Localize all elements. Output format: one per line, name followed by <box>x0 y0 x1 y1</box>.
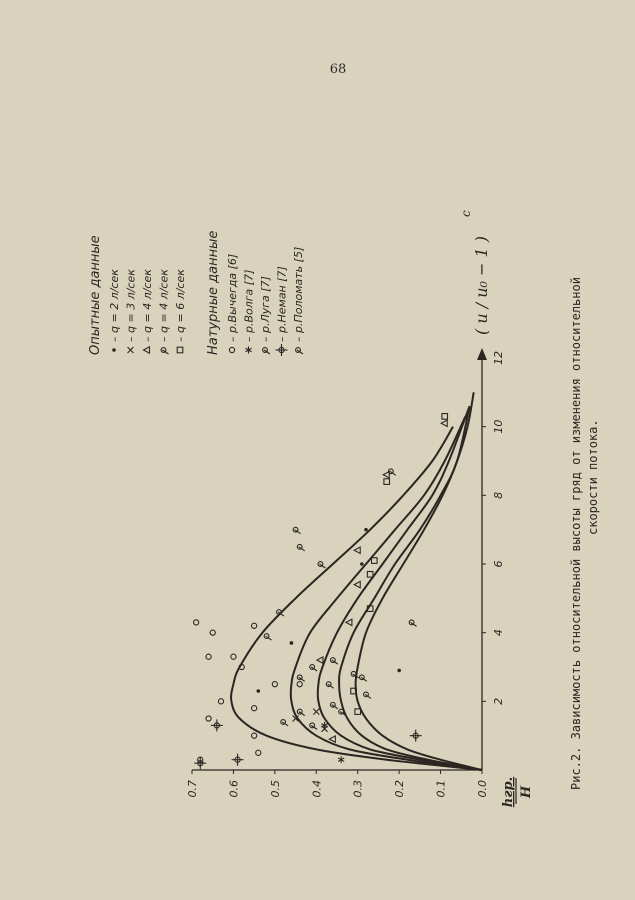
data-point <box>313 709 319 715</box>
data-point <box>206 654 211 659</box>
page-number: 68 <box>329 62 347 77</box>
data-point <box>297 544 304 550</box>
legend-item <box>243 270 256 354</box>
data-point <box>338 756 344 763</box>
x-ticks <box>482 351 505 705</box>
curves <box>231 392 482 770</box>
data-point <box>330 658 337 664</box>
data-point <box>441 420 447 426</box>
y-tick-label: 0.7 <box>186 780 199 798</box>
legend-item <box>276 266 289 356</box>
data-point <box>206 716 211 721</box>
legend-marker-icon <box>263 348 270 354</box>
legend-marker-icon <box>296 348 303 354</box>
legend-item-label: – р.Вычегда [6] <box>226 253 239 342</box>
data-point <box>410 730 422 742</box>
data-point <box>355 709 361 715</box>
legend-item-label: – р.Луга [7] <box>259 276 272 342</box>
data-point <box>264 634 271 640</box>
data-point <box>397 669 401 673</box>
x-axis-label-exponent: c <box>459 210 473 217</box>
data-point <box>293 527 300 533</box>
legend-experimental-title: Опытные данные <box>88 235 103 355</box>
legend-item <box>125 269 138 353</box>
y-tick-label: 0.4 <box>310 780 324 798</box>
data-point <box>359 675 366 681</box>
x-tick-label: 12 <box>492 351 505 365</box>
legend-item <box>141 269 154 353</box>
legend-marker-icon <box>229 347 234 352</box>
x-tick-label: 8 <box>492 491 505 499</box>
figure-caption-line-1: Рис.2. Зависимость относительной высоты гряд от изменения относительной <box>569 277 583 790</box>
data-point <box>252 733 257 738</box>
data-point <box>194 757 206 769</box>
data-point <box>360 562 364 566</box>
data-point <box>252 706 257 711</box>
data-point <box>383 472 389 478</box>
x-tick-label: 10 <box>492 419 505 434</box>
legend-item-label: – q = 4 л/сек <box>157 269 171 342</box>
x-tick-label: 4 <box>492 629 505 637</box>
legend-item-label: – р.Волга [7] <box>242 269 256 342</box>
data-point <box>297 709 304 715</box>
data-point <box>364 692 371 698</box>
legend-item <box>259 276 272 354</box>
data-point <box>354 547 360 553</box>
legend-item-label: – р.Неман [7] <box>275 266 289 342</box>
legend-item <box>292 247 305 354</box>
y-tick-label: 0.1 <box>434 780 448 798</box>
data-point <box>384 479 390 485</box>
data-point <box>371 558 377 564</box>
x-axis-label: ( u / u₀ − 1 ) <box>472 236 491 335</box>
data-point <box>272 682 277 687</box>
y-tick-label: 0.5 <box>268 780 282 798</box>
data-point <box>346 619 352 625</box>
legend-item <box>158 269 171 354</box>
y-axis-label-bottom: H <box>519 785 534 799</box>
y-axis-label-top: hгр. <box>501 776 516 808</box>
data-point <box>326 682 333 688</box>
data-point <box>231 654 236 659</box>
data-point <box>317 657 323 663</box>
data-point <box>330 702 337 708</box>
x-tick-label: 6 <box>492 560 505 568</box>
x-tick-label: 2 <box>492 697 505 705</box>
legend-field-title: Натурные данные <box>206 230 221 355</box>
legend-marker-icon <box>245 347 251 354</box>
data-point <box>211 719 223 731</box>
legend-marker-icon <box>112 348 116 352</box>
legend-item-label: – q = 2 л/сек <box>108 269 121 342</box>
data-point <box>297 682 302 687</box>
y-tick-label: 0.3 <box>351 780 365 798</box>
data-point <box>310 723 317 729</box>
data-point <box>318 562 325 568</box>
data-point <box>290 641 294 645</box>
curve-5 <box>356 392 482 770</box>
legend <box>88 231 305 356</box>
data-point <box>442 414 448 420</box>
legend-item-label: – q = 6 л/сек <box>174 269 187 342</box>
legend-item-label: – q = 4 л/сек <box>141 269 154 342</box>
data-point <box>364 528 368 532</box>
legend-experimental-items <box>108 269 187 354</box>
data-point <box>210 630 215 635</box>
y-ticks <box>186 770 489 798</box>
data-point <box>367 572 373 578</box>
data-point <box>232 754 244 766</box>
legend-marker-icon <box>144 347 150 353</box>
data-point <box>194 620 199 625</box>
data-point <box>218 699 223 704</box>
data-point <box>256 689 260 693</box>
legend-field-items <box>226 247 305 356</box>
data-point <box>281 720 288 726</box>
legend-marker-icon <box>276 344 288 356</box>
legend-marker-icon <box>161 348 168 354</box>
legend-item <box>174 269 187 353</box>
legend-item <box>226 254 239 353</box>
data-point <box>409 620 416 626</box>
legend-item-label: – q = 3 л/сек <box>124 269 138 342</box>
y-tick-label: 0.2 <box>393 780 407 798</box>
y-tick-label: 0.0 <box>476 780 489 798</box>
data-point <box>252 623 257 628</box>
data-point <box>354 581 360 587</box>
legend-item <box>108 269 121 352</box>
figure-caption-line-2: скорости потока. <box>586 419 600 535</box>
legend-item-label: – р.Поломать [5] <box>292 246 305 342</box>
data-point <box>329 736 335 742</box>
data-point <box>297 675 304 681</box>
y-tick-label: 0.6 <box>227 780 241 798</box>
data-point <box>256 750 261 755</box>
legend-marker-icon <box>128 347 134 353</box>
legend-marker-icon <box>177 347 183 353</box>
data-points <box>194 414 448 770</box>
data-point <box>310 665 317 671</box>
